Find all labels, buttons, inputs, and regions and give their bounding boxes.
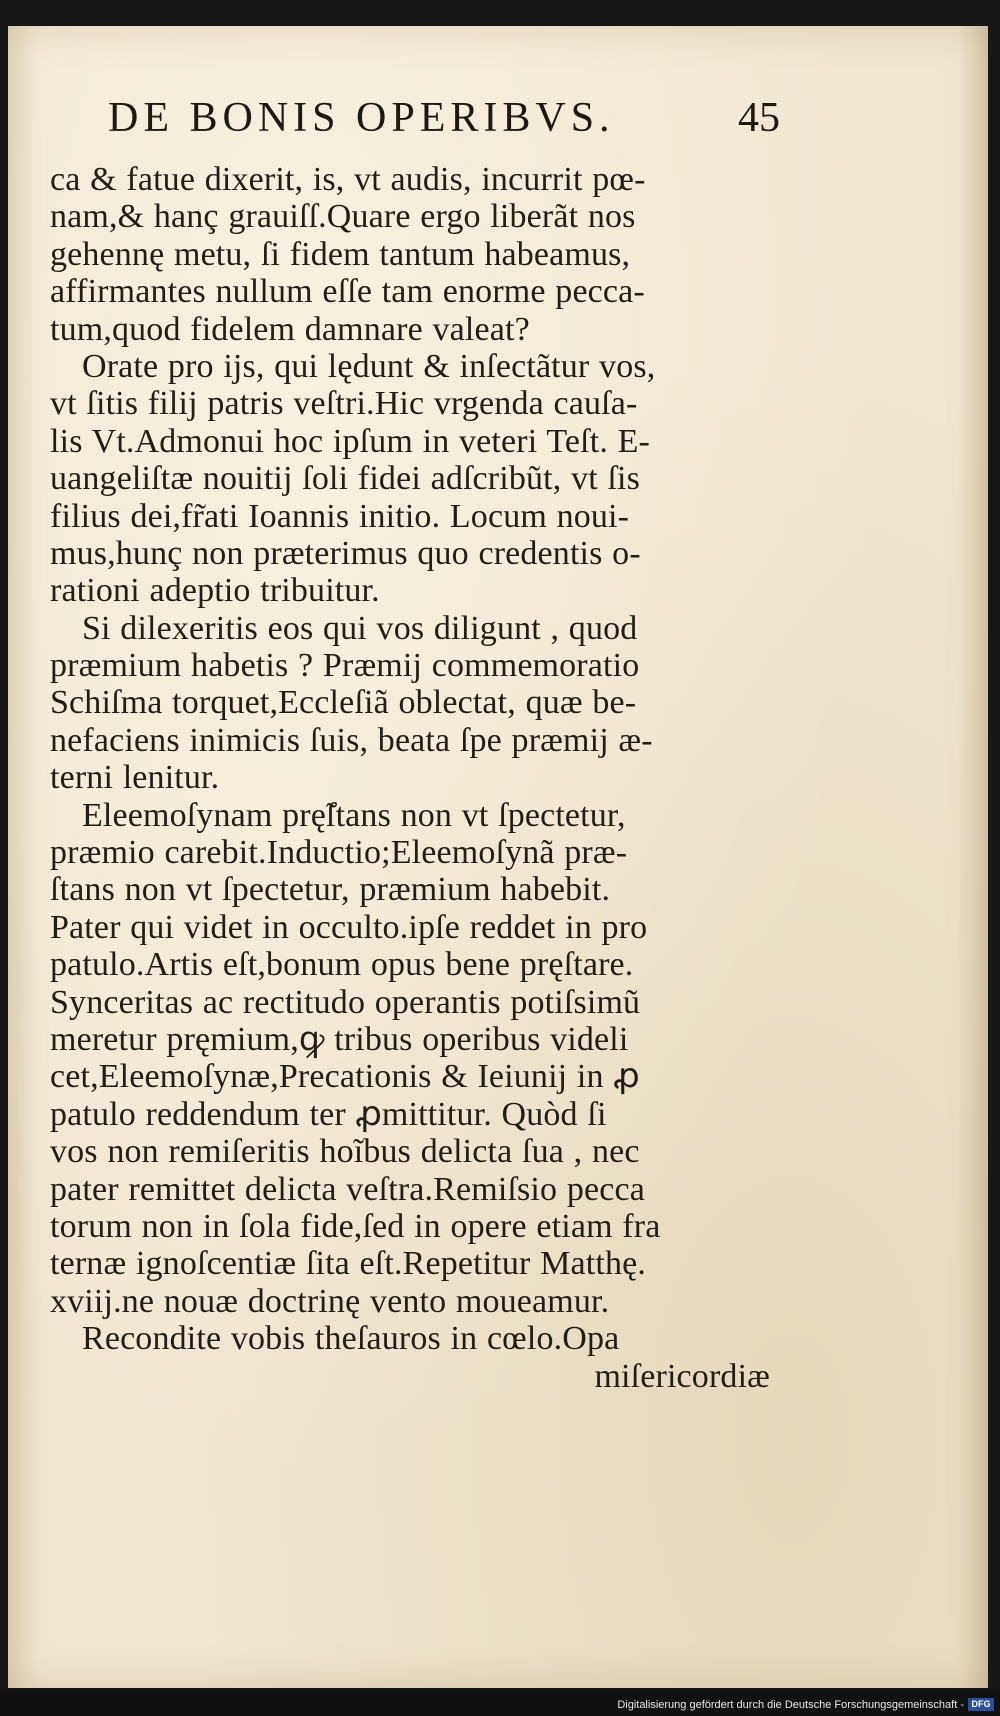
text-line: vt ſitis filij patris veſtri.Hic vrgenda cauſa- <box>50 385 638 423</box>
running-head <box>108 94 788 142</box>
dfg-logo-icon: DFG <box>968 1698 994 1711</box>
text-line: patulo.Artis eſt,bonum opus bene pręſtare. <box>50 946 634 984</box>
running-title: DE BONIS OPERIBVS. <box>108 95 615 141</box>
text-line: Eleemoſynam prę̃ſtans non vt ſpectetur, <box>82 796 626 834</box>
funding-credit: Digitalisierung gefördert durch die Deutsche Forschungsgemeinschaft - <box>617 1699 964 1711</box>
text-line: Si dilexeritis eos qui vos diligunt , quod <box>82 609 638 647</box>
text-line: ternæ ignoſcentiæ ſita eſt.Repetitur Matthę. <box>50 1245 647 1283</box>
text-line: Orate pro ijs, qui lędunt & inſectãtur vos, <box>82 347 656 385</box>
text-line: Schiſma torquet,Eccleſiã oblectat, quæ be- <box>50 684 637 722</box>
text-line: filius dei,fr̃ati Ioannis initio. Locum noui- <box>50 497 630 535</box>
text-line: cet,Eleemoſynæ,Precationis & Ieiunij in ꝓ <box>50 1058 640 1096</box>
text-line: gehennę metu, ſi fidem tantum habeamus, <box>50 235 631 273</box>
text-line: rationi adeptio tribuitur. <box>50 572 380 610</box>
text-line: torum non in ſola fide,ſed in opere etiam fra <box>50 1207 661 1245</box>
text-line: affirmantes nullum eſſe tam enorme pecca- <box>50 273 645 311</box>
text-line: nefaciens inimicis ſuis, beata ſpe præmij æ- <box>50 721 653 759</box>
text-line: mus,hunç non præterimus quo credentis o- <box>50 534 641 572</box>
text-line: Pater qui videt in occulto.ipſe reddet in pro <box>50 908 648 946</box>
text-line: præmio carebit.Inductio;Eleemoſynã præ- <box>50 834 628 872</box>
text-line: ſtans non vt ſpectetur, præmium habebit. <box>50 871 611 909</box>
page-number: 45 <box>738 95 780 141</box>
digitization-footer <box>0 1690 1000 1716</box>
book-page <box>8 26 988 1688</box>
body-text <box>50 161 770 1395</box>
text-line: uangeliſtæ nouitij ſoli fidei adſcribũt, vt ſis <box>50 460 641 498</box>
text-line: meretur pręmium,ꝙ tribus operibus videli <box>50 1020 629 1058</box>
text-line: terni lenitur. <box>50 759 220 797</box>
catchword: miſericordiæ <box>594 1357 770 1395</box>
text-line: tum,quod fidelem damnare valeat? <box>50 310 530 348</box>
text-line: lis Vt.Admonui hoc ipſum in veteri Teſt. E- <box>50 422 651 460</box>
text-line: pater remittet delicta veſtra.Remiſsio pecca <box>50 1170 645 1208</box>
text-line: præmium habetis ? Præmij commemoratio <box>50 647 640 685</box>
text-line: ca & fatue dixerit, is, vt audis, incurrit pœ- <box>50 161 646 198</box>
text-line: patulo reddendum ter ꝓmittitur. Quòd ſi <box>50 1095 607 1133</box>
text-line: vos non remiſeritis hoĩbus delicta ſua , nec <box>50 1133 640 1171</box>
text-line: nam,& hanç grauiſſ.Quare ergo liberãt nos <box>50 198 636 236</box>
text-line: xviij.ne nouæ doctrinę vento moueamur. <box>50 1282 610 1320</box>
text-line: Synceritas ac rectitudo operantis potiſsimũ <box>50 983 641 1021</box>
text-line: Recondite vobis theſauros in cœlo.Opa <box>82 1320 620 1358</box>
